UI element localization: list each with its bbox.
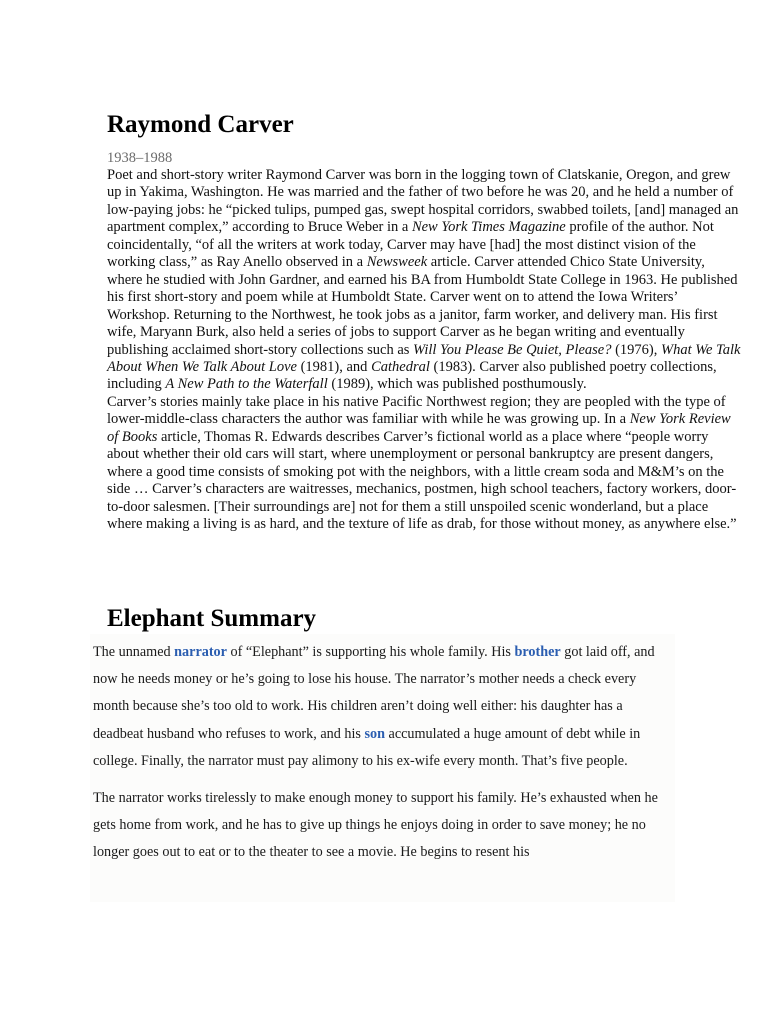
text-run: (1983). Carver also published poetry collections, including <box>107 358 717 393</box>
text-run: profile of the author. Not coincidentally, “of all the writers at work today, Carver may have [had] the most distinct vision of the working class,” as Ray Anello observed in a <box>107 219 714 271</box>
summary-section <box>90 634 675 902</box>
glossary-link-son[interactable]: son <box>364 725 385 742</box>
author-lifespan: 1938–1988 <box>107 150 173 166</box>
text-run: The narrator works tirelessly to make enough money to support his family. He’s exhausted when he gets home from work, and he has to give up things he enjoys doing in order to save money; he no longer goes out to eat or to the theater to see a movie. He begins to resent his <box>93 790 658 861</box>
summary-paragraph <box>93 785 669 867</box>
glossary-link-brother[interactable]: brother <box>514 644 561 660</box>
summary-paragraph <box>93 639 669 775</box>
text-run: accumulated a huge amount of debt while in college. Finally, the narrator must pay alimony to his ex-wife every month. That’s five people. <box>93 725 641 769</box>
italic-title: Cathedral <box>371 358 430 375</box>
bio-paragraph <box>107 167 741 394</box>
italic-title: New York Times Magazine <box>411 219 566 236</box>
text-run: (1989), which was published posthumously. <box>327 376 587 393</box>
bio-paragraph <box>107 394 741 534</box>
text-run: The unnamed <box>93 644 175 660</box>
text-run: got laid off, and now he needs money or he’s going to lose his house. The narrator’s mother needs a check every month because she’s too old to work. His children aren’t doing well either: his daughter has a deadbeat husband who refuses to work, and his <box>93 644 655 742</box>
text-run: article, Thomas R. Edwards describes Carver’s fictional world as a place where “people worry about whether their old cars will start, where unemployment or personal bankruptcy are present dangers, where a good time consists of smoking pot with the neighbors, with a little cream soda and M&M’s on the side … Carver’s characters are waitresses, mechanics, postmen, high school teachers, factory workers, door-to-door salesmen. [Their surroundings are] not for them a still unspoiled scenic wonderland, but a place where making a living is as hard, and the texture of life as drab, for those without money, as anywhere else.” <box>107 428 737 533</box>
summary-heading: Elephant Summary <box>107 605 317 632</box>
italic-title: Newsweek <box>366 254 428 271</box>
text-run: Poet and short-story writer Raymond Carver was born in the logging town of Clatskanie, Oregon, and grew up in Yakima, Washington. He was married and the father of two before he was 20, and he held a number of low-paying jobs: he “picked tulips, pumped gas, swept hospital corridors, swabbed toilets, [and] managed an apartment complex,” according to Bruce Weber in a <box>107 167 739 236</box>
glossary-link-narrator[interactable]: narrator <box>174 644 227 660</box>
italic-title: A New Path to the Waterfall <box>165 376 328 393</box>
italic-title: Will You Please Be Quiet, Please? <box>413 341 612 358</box>
text-run: of “Elephant” is supporting his whole family. His <box>226 644 515 660</box>
text-run: article. Carver attended Chico State University, where he studied with John Gardner, and earned his BA from Humboldt State College in 1963. He published his first short-story and poem while at Humboldt State. Carver went on to attend the Iowa Writers’ Workshop. Returning to the Northwest, he took jobs as a janitor, farm worker, and delivery man. His first wife, Maryann Burk, also held a series of jobs to support Carver as he began writing and eventually publishing acclaimed short-story collections such as <box>107 254 738 358</box>
author-name-heading: Raymond Carver <box>107 111 294 138</box>
author-bio-section <box>107 110 741 534</box>
text-run: Carver’s stories mainly take place in his native Pacific Northwest region; they are peopled with the type of lower-middle-class characters the author was familiar with while he was growing up. In a <box>107 393 726 428</box>
text-run: (1981), and <box>296 358 372 375</box>
text-run: (1976), <box>611 341 661 358</box>
italic-title: What We Talk About When We Talk About Love <box>107 341 741 375</box>
italic-title: New York Review of Books <box>107 411 731 445</box>
